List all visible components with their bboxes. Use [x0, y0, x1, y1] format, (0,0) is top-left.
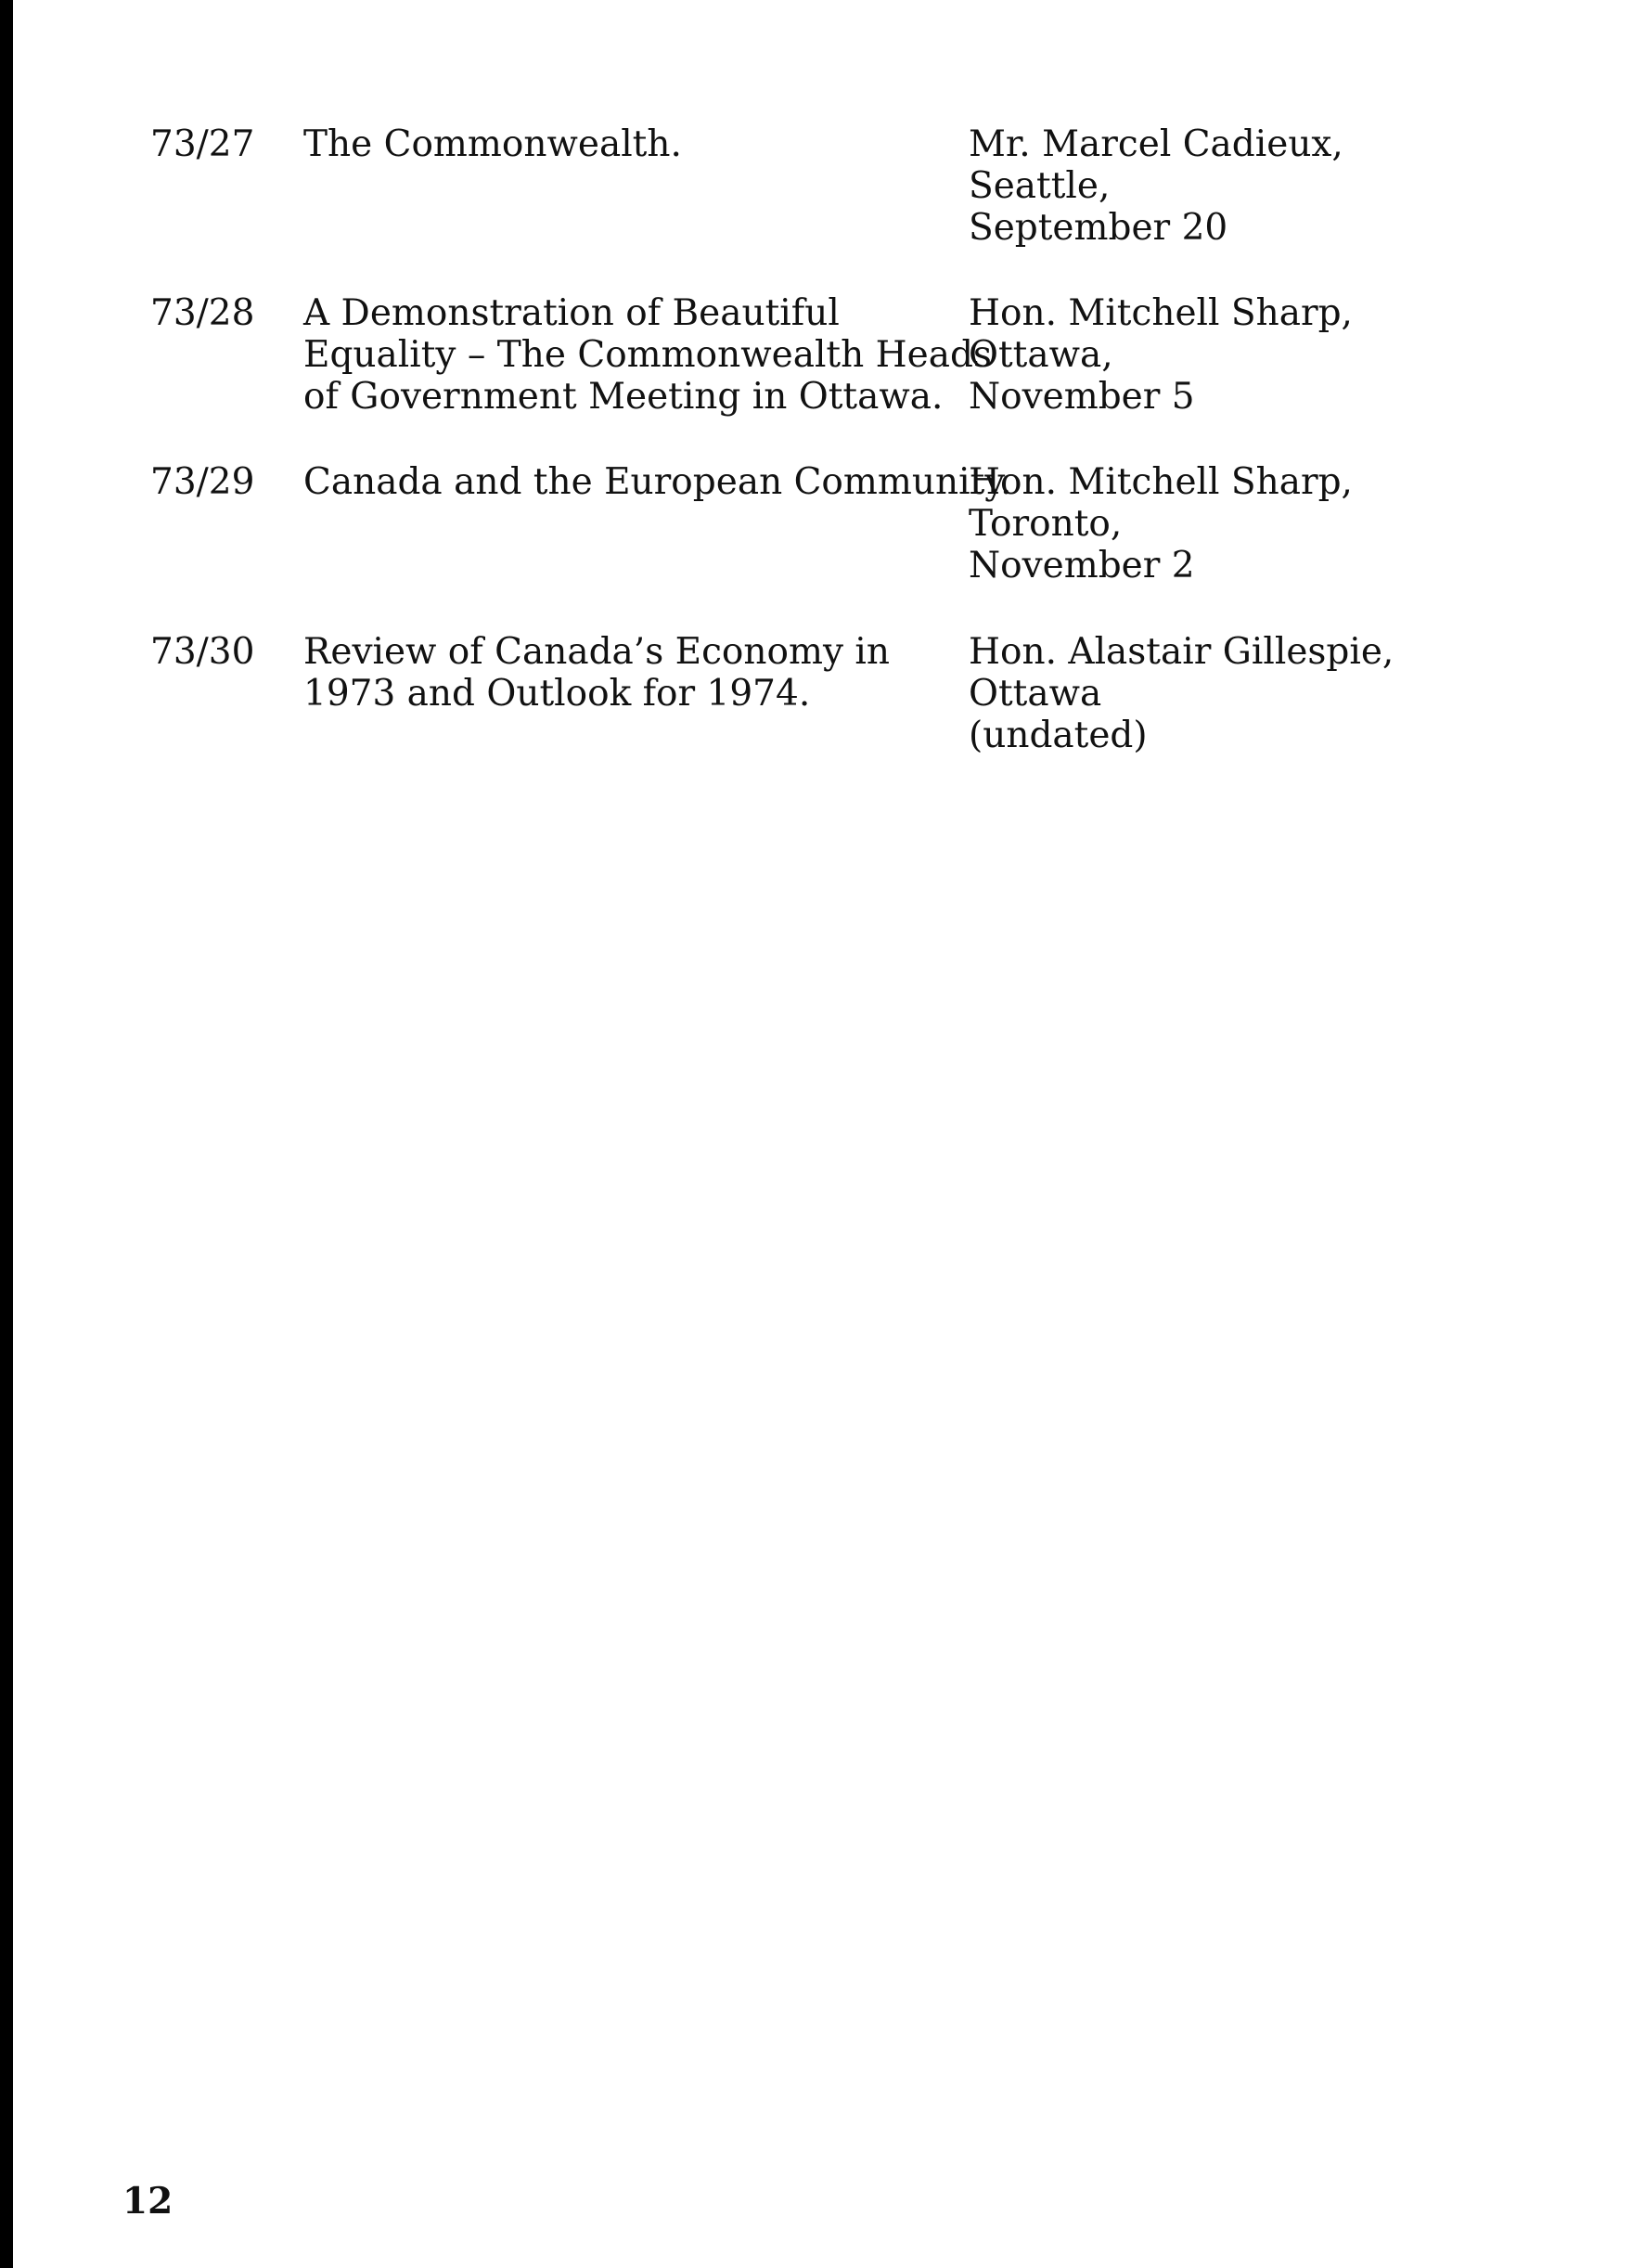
- entry-title-line: Canada and the European Community.: [303, 461, 1012, 503]
- entry-title: [303, 292, 992, 418]
- entry-title: [303, 123, 962, 165]
- entry-speaker-line: November 2: [969, 545, 1195, 586]
- entry-number: 73/29: [150, 461, 255, 503]
- entry-speaker-line: November 5: [969, 376, 1195, 418]
- entry-title: [303, 461, 1012, 503]
- entry-speaker: [969, 123, 1433, 249]
- entry-speaker-line: Mr. Marcel Cadieux,: [969, 123, 1343, 165]
- entry-number: 73/28: [150, 292, 255, 334]
- entry-speaker: [969, 631, 1433, 756]
- entry-speaker-line: Toronto,: [969, 503, 1123, 545]
- entry-title-line: The Commonwealth.: [303, 123, 682, 165]
- entry-speaker-line: Ottawa,: [969, 334, 1113, 376]
- entry-title-line: of Government Meeting in Ottawa.: [303, 376, 944, 418]
- entry-speaker: [969, 461, 1433, 586]
- entry-speaker-line: Hon. Mitchell Sharp,: [969, 461, 1353, 503]
- entry-title: [303, 631, 962, 715]
- entry-title-line: Review of Canada’s Economy in: [303, 631, 890, 673]
- binding-edge: [0, 0, 13, 2268]
- entry-speaker-line: September 20: [969, 207, 1228, 249]
- entry-title-line: A Demonstration of Beautiful: [303, 292, 840, 334]
- entry-number: 73/30: [150, 631, 255, 673]
- entry-speaker-line: Seattle,: [969, 165, 1111, 207]
- entry-speaker: [969, 292, 1433, 418]
- page-number: 12: [122, 2180, 173, 2223]
- entry-speaker-line: Hon. Mitchell Sharp,: [969, 292, 1353, 334]
- entry-title-line: Equality – The Commonwealth Heads: [303, 334, 992, 376]
- entry-number: 73/27: [150, 123, 255, 165]
- entry-speaker-line: Ottawa: [969, 673, 1102, 715]
- entry-title-line: 1973 and Outlook for 1974.: [303, 673, 811, 715]
- entry-speaker-line: Hon. Alastair Gillespie,: [969, 631, 1394, 673]
- entry-speaker-line: (undated): [969, 715, 1148, 756]
